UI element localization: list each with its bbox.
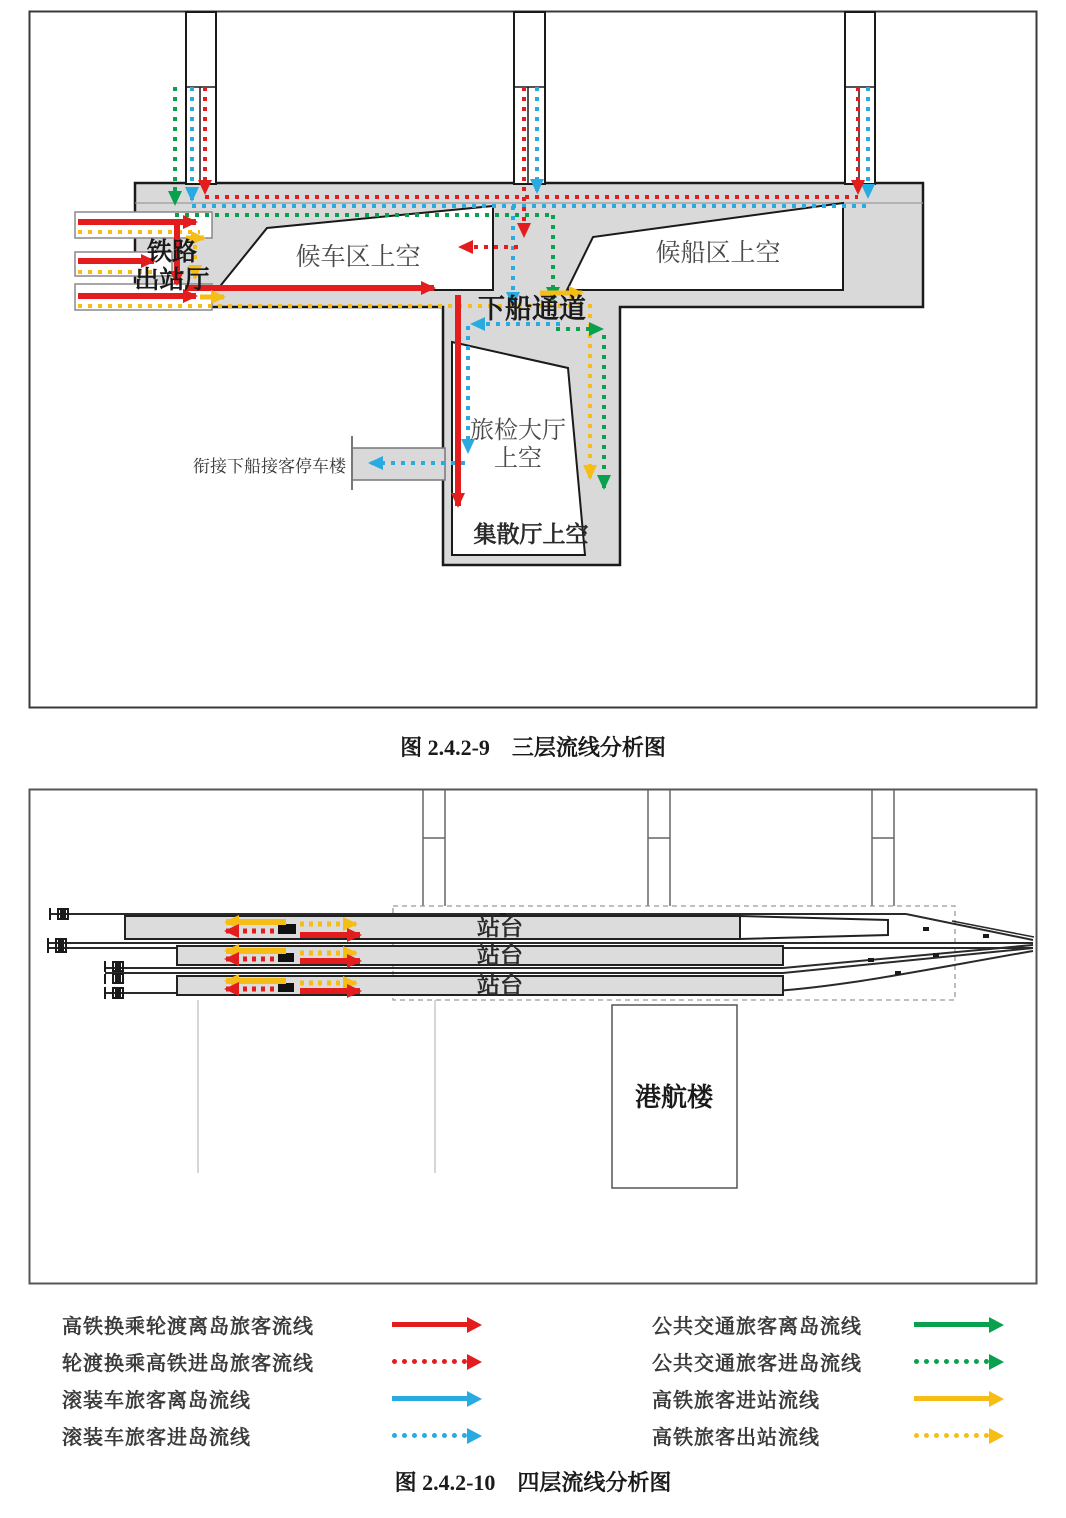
red-solid-arrow-icon — [392, 1317, 482, 1333]
railway-exit-hall-label-line2: 出站厅 — [134, 266, 210, 294]
legend-item — [652, 1306, 1004, 1343]
disembark-passage-label: 下船通道 — [478, 294, 586, 324]
inspection-hall-label-line2: 上空 — [494, 445, 542, 472]
legend-item — [652, 1380, 1004, 1417]
gangway-shaft-center — [514, 12, 545, 184]
platform-3-label: 站台 — [477, 972, 523, 998]
ferry-waiting-area-label: 候船区上空 — [655, 239, 781, 267]
inspection-hall-label-line1: 旅检大厅 — [470, 417, 566, 444]
platform-1 — [125, 916, 740, 939]
figure2-caption: 图 2.4.2-10 四层流线分析图 — [394, 1470, 672, 1495]
distribution-hall-label: 集散厅上空 — [473, 521, 589, 547]
yellow-dotted-arrow-icon — [914, 1428, 1004, 1444]
legend-item — [652, 1417, 1004, 1454]
railway-exit-hall-label-line1: 铁路 — [146, 238, 198, 266]
legend-label: 公共交通旅客离岛流线 — [652, 1316, 862, 1338]
legend-label: 公共交通旅客进岛流线 — [652, 1353, 862, 1375]
floor3-flow-diagram — [28, 10, 1038, 710]
floor4-flow-diagram — [28, 788, 1038, 1285]
blue-solid-arrow-icon — [392, 1391, 482, 1407]
port-building-label: 港航楼 — [634, 1082, 714, 1112]
legend-item — [62, 1343, 482, 1380]
red-dotted-arrow-icon — [392, 1354, 482, 1370]
legend-item — [62, 1306, 482, 1343]
legend-item — [62, 1380, 482, 1417]
legend-label: 高铁旅客进站流线 — [652, 1390, 820, 1412]
legend-label: 滚装车旅客进岛流线 — [62, 1427, 251, 1449]
legend-right-column — [652, 1306, 1004, 1454]
green-solid-arrow-icon — [914, 1317, 1004, 1333]
figure1-caption: 图 2.4.2-9 三层流线分析图 — [400, 735, 666, 760]
legend-label: 轮渡换乘高铁进岛旅客流线 — [62, 1353, 314, 1375]
figure2-border — [30, 790, 1037, 1284]
platform-1-label: 站台 — [477, 914, 523, 940]
legend-label: 高铁旅客出站流线 — [652, 1427, 820, 1449]
legend-left-column — [62, 1306, 482, 1454]
blue-dotted-arrow-icon — [392, 1428, 482, 1444]
platform-2-label: 站台 — [477, 942, 523, 968]
legend-item — [652, 1343, 1004, 1380]
legend-item — [62, 1417, 482, 1454]
yellow-solid-arrow-icon — [914, 1391, 1004, 1407]
platform-1-extension — [740, 916, 888, 939]
flow-legend — [62, 1306, 1004, 1454]
green-dotted-arrow-icon — [914, 1354, 1004, 1370]
waiting-area-label: 候车区上空 — [295, 243, 421, 271]
parking-link-label: 衔接下船接客停车楼 — [193, 457, 346, 476]
legend-label: 高铁换乘轮渡离岛旅客流线 — [62, 1316, 314, 1338]
legend-label: 滚装车旅客离岛流线 — [62, 1390, 251, 1412]
